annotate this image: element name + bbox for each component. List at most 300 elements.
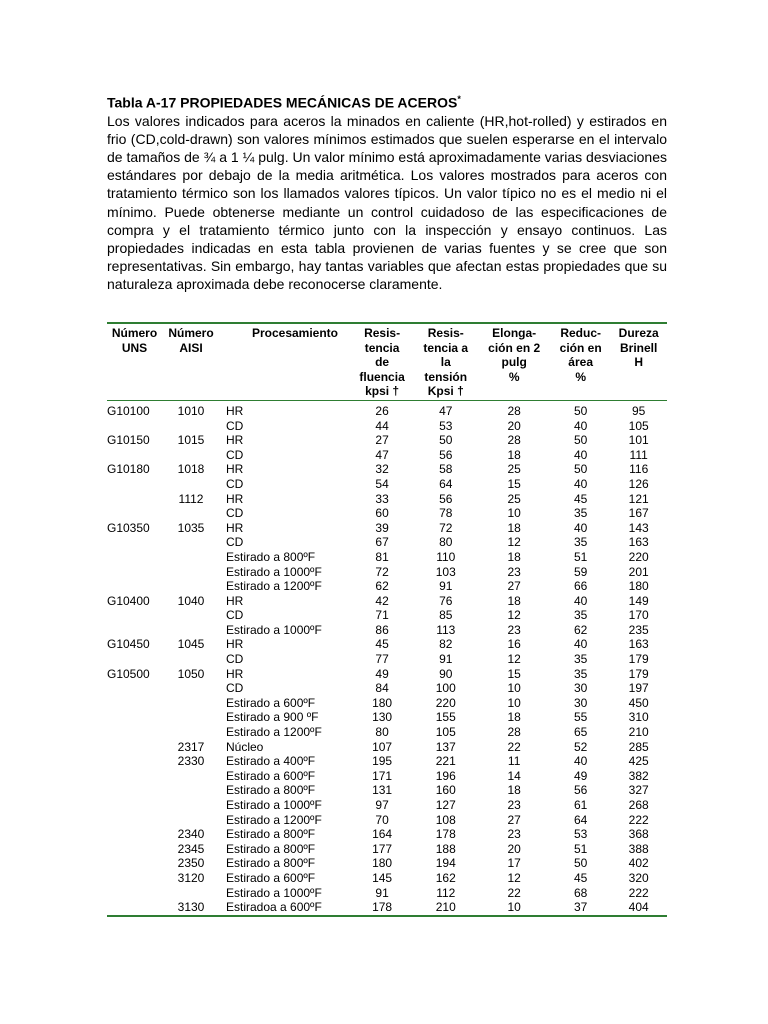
header-yield-strength bbox=[350, 323, 414, 400]
cell-aisi-number: 1112 bbox=[178, 491, 204, 506]
cell-aisi-number bbox=[162, 710, 220, 725]
cell-uns-number bbox=[107, 798, 162, 813]
cell-brinell-hardness: 197 bbox=[628, 681, 649, 696]
cell-uns-number bbox=[107, 535, 162, 550]
cell-elongation: 22 bbox=[507, 885, 521, 900]
cell-tensile-strength: 210 bbox=[435, 900, 456, 915]
cell-tensile-strength: 196 bbox=[435, 768, 456, 783]
cell-tensile-strength: 221 bbox=[435, 754, 456, 769]
cell-brinell-hardness: 425 bbox=[628, 754, 649, 769]
cell-yield-strength: 131 bbox=[372, 783, 393, 798]
cell-processing: Estirado a 800ºF bbox=[226, 549, 316, 564]
cell-brinell-hardness: 220 bbox=[628, 549, 649, 564]
table-row bbox=[107, 506, 667, 521]
cell-area-reduction: 64 bbox=[573, 812, 588, 827]
cell-elongation: 18 bbox=[507, 549, 521, 564]
cell-processing: HR bbox=[226, 593, 244, 608]
table-row bbox=[107, 725, 667, 740]
cell-processing: CD bbox=[226, 535, 244, 550]
cell-tensile-strength: 56 bbox=[439, 491, 453, 506]
cell-processing: HR bbox=[226, 462, 244, 477]
cell-tensile-strength: 50 bbox=[439, 433, 453, 448]
cell-processing: CD bbox=[226, 608, 244, 623]
cell-aisi-number: 2350 bbox=[177, 856, 205, 871]
cell-elongation: 28 bbox=[507, 403, 521, 418]
cell-brinell-hardness: 143 bbox=[628, 520, 649, 535]
cell-yield-strength: 44 bbox=[375, 418, 389, 433]
cell-brinell-hardness: 222 bbox=[628, 885, 649, 900]
cell-yield-strength: 77 bbox=[375, 652, 389, 667]
cell-uns-number bbox=[107, 681, 162, 696]
cell-aisi-number bbox=[162, 623, 220, 638]
cell-brinell-hardness: 163 bbox=[628, 535, 649, 550]
cell-uns-number bbox=[107, 783, 162, 798]
cell-processing: Estirado a 1200ºF bbox=[226, 579, 322, 594]
cell-brinell-hardness: 450 bbox=[628, 695, 649, 710]
cell-elongation: 12 bbox=[507, 870, 521, 885]
table-row bbox=[107, 477, 667, 492]
cell-tensile-strength: 91 bbox=[439, 652, 453, 667]
table-row bbox=[107, 565, 667, 580]
table-header-row bbox=[107, 323, 667, 400]
cell-area-reduction: 30 bbox=[573, 695, 588, 710]
cell-uns-number bbox=[107, 652, 162, 667]
table-row bbox=[107, 448, 667, 463]
cell-yield-strength: 81 bbox=[375, 549, 389, 564]
table-row bbox=[107, 419, 667, 434]
header-line: UNS bbox=[121, 340, 148, 355]
cell-aisi-number: 2340 bbox=[177, 827, 205, 842]
table-row bbox=[107, 813, 667, 828]
cell-processing: Estirado a 400ºF bbox=[226, 754, 316, 769]
table-row bbox=[107, 608, 667, 623]
header-line: Procesamiento bbox=[251, 326, 339, 340]
table-row bbox=[107, 637, 667, 652]
cell-uns-number bbox=[107, 419, 162, 434]
header-line: Elonga- bbox=[492, 326, 537, 340]
cell-aisi-number bbox=[162, 448, 220, 463]
cell-tensile-strength: 220 bbox=[435, 695, 456, 710]
table-row bbox=[107, 740, 667, 755]
cell-uns-number: G10180 bbox=[107, 462, 150, 477]
table-row bbox=[107, 623, 667, 638]
cell-elongation: 28 bbox=[507, 725, 521, 740]
cell-tensile-strength: 137 bbox=[435, 739, 456, 754]
header-line: % bbox=[575, 369, 586, 384]
cell-tensile-strength: 112 bbox=[436, 885, 456, 900]
table-row bbox=[107, 886, 667, 901]
cell-tensile-strength: 178 bbox=[435, 827, 456, 842]
cell-area-reduction: 40 bbox=[573, 476, 588, 491]
cell-processing: Estirado a 1200ºF bbox=[226, 812, 322, 827]
cell-brinell-hardness: 101 bbox=[628, 433, 649, 448]
intro-paragraph: Los valores indicados para aceros la minados en caliente (HR,hot-rolled) y estirados en frio (CD,cold-drawn) son valores mínimos estimados que suelen esperarse en el intervalo de tamaños de ¾ a 1 ¼ pulg. Un valor mínimo está aproximadamente varias desviaciones estándares por debajo de la media aritmética. Los valores mostrados para aceros con tratamiento térmico son los llamados valores típicos. Un valor típico no es el medio ni el mínimo. Puede obtenerse mediante un control cuidadoso de las especificaciones de compra y el tratamiento térmico junto con la inspección y ensayo continuos. Las propiedades indicadas en esta tabla provienen de varias fuentes y se cree que son representativas. Sin embargo, hay tantas variables que afectan estas propiedades que su naturaleza aproximada debe reconocerse claramente. bbox=[107, 112, 667, 293]
cell-brinell-hardness: 310 bbox=[628, 710, 649, 725]
cell-processing: HR bbox=[226, 433, 244, 448]
header-line: Número bbox=[168, 326, 214, 340]
cell-aisi-number: 3120 bbox=[177, 870, 205, 885]
cell-brinell-hardness: 285 bbox=[628, 739, 649, 754]
header-brinell-hardness bbox=[610, 323, 667, 400]
cell-tensile-strength: 76 bbox=[439, 593, 453, 608]
cell-aisi-number: 1040 bbox=[177, 593, 205, 608]
table-row bbox=[107, 827, 667, 842]
cell-yield-strength: 171 bbox=[372, 768, 393, 783]
cell-area-reduction: 50 bbox=[573, 856, 588, 871]
cell-brinell-hardness: 95 bbox=[632, 403, 646, 418]
cell-aisi-number bbox=[162, 725, 220, 740]
cell-area-reduction: 53 bbox=[573, 827, 588, 842]
table-row bbox=[107, 594, 667, 609]
cell-uns-number bbox=[107, 871, 162, 886]
cell-area-reduction: 30 bbox=[573, 681, 588, 696]
cell-tensile-strength: 105 bbox=[435, 725, 456, 740]
cell-brinell-hardness: 116 bbox=[629, 462, 649, 477]
cell-area-reduction: 50 bbox=[573, 433, 588, 448]
cell-elongation: 10 bbox=[507, 900, 521, 915]
cell-uns-number bbox=[107, 827, 162, 842]
table-row bbox=[107, 681, 667, 696]
header-line: de bbox=[375, 355, 390, 370]
properties-table bbox=[107, 322, 667, 917]
cell-tensile-strength: 155 bbox=[435, 710, 456, 725]
cell-tensile-strength: 85 bbox=[439, 608, 453, 623]
cell-aisi-number: 1015 bbox=[177, 433, 205, 448]
cell-tensile-strength: 110 bbox=[436, 549, 456, 564]
cell-tensile-strength: 160 bbox=[435, 783, 456, 798]
cell-yield-strength: 178 bbox=[372, 900, 393, 915]
cell-elongation: 12 bbox=[507, 652, 521, 667]
cell-aisi-number: 2317 bbox=[177, 739, 205, 754]
cell-brinell-hardness: 382 bbox=[628, 768, 649, 783]
cell-yield-strength: 164 bbox=[372, 827, 393, 842]
cell-elongation: 22 bbox=[507, 739, 521, 754]
cell-processing: Estirado a 1000ºF bbox=[226, 798, 322, 812]
cell-tensile-strength: 72 bbox=[439, 520, 453, 535]
cell-processing: Estirado a 900 ºF bbox=[226, 710, 319, 725]
cell-brinell-hardness: 163 bbox=[628, 637, 649, 652]
cell-tensile-strength: 58 bbox=[439, 462, 453, 477]
table-row bbox=[107, 783, 667, 798]
cell-uns-number bbox=[107, 842, 162, 857]
header-tensile-strength bbox=[414, 323, 477, 400]
cell-brinell-hardness: 368 bbox=[628, 827, 649, 842]
cell-elongation: 28 bbox=[507, 433, 521, 448]
table-row bbox=[107, 856, 667, 871]
cell-area-reduction: 50 bbox=[573, 462, 588, 477]
cell-aisi-number bbox=[162, 681, 220, 696]
cell-yield-strength: 84 bbox=[375, 681, 389, 696]
cell-yield-strength: 62 bbox=[375, 579, 389, 594]
cell-yield-strength: 72 bbox=[375, 564, 389, 579]
cell-elongation: 11 bbox=[507, 754, 521, 769]
cell-tensile-strength: 162 bbox=[435, 870, 456, 885]
cell-uns-number bbox=[107, 623, 162, 638]
cell-yield-strength: 54 bbox=[375, 476, 389, 491]
cell-uns-number bbox=[107, 856, 162, 871]
cell-brinell-hardness: 126 bbox=[628, 476, 649, 491]
header-elongation bbox=[477, 323, 551, 400]
cell-brinell-hardness: 268 bbox=[628, 798, 649, 812]
cell-aisi-number bbox=[162, 813, 220, 828]
cell-brinell-hardness: 105 bbox=[628, 418, 649, 433]
cell-elongation: 15 bbox=[507, 476, 521, 491]
header-processing bbox=[220, 323, 350, 400]
cell-aisi-number bbox=[162, 652, 220, 667]
cell-aisi-number bbox=[162, 798, 220, 813]
header-line: AISI bbox=[179, 340, 203, 355]
cell-yield-strength: 180 bbox=[372, 695, 393, 710]
cell-yield-strength: 195 bbox=[372, 754, 393, 769]
cell-elongation: 18 bbox=[507, 447, 521, 462]
table-row bbox=[107, 754, 667, 769]
header-line: área bbox=[568, 355, 593, 370]
cell-elongation: 23 bbox=[507, 798, 521, 812]
cell-aisi-number bbox=[162, 783, 220, 798]
cell-aisi-number: 1035 bbox=[177, 520, 205, 535]
cell-aisi-number: 3130 bbox=[177, 900, 205, 915]
cell-processing: Estirado a 1000ºF bbox=[226, 885, 322, 900]
document-page bbox=[107, 90, 667, 915]
cell-processing: CD bbox=[226, 652, 244, 667]
cell-tensile-strength: 56 bbox=[439, 447, 453, 462]
table-row bbox=[107, 433, 667, 448]
cell-elongation: 18 bbox=[507, 593, 521, 608]
cell-elongation: 17 bbox=[507, 856, 521, 871]
cell-processing: Núcleo bbox=[226, 739, 264, 754]
cell-brinell-hardness: 402 bbox=[628, 856, 649, 871]
cell-area-reduction: 59 bbox=[573, 564, 588, 579]
cell-processing: CD bbox=[226, 506, 244, 521]
cell-tensile-strength: 90 bbox=[439, 666, 453, 681]
cell-area-reduction: 35 bbox=[573, 535, 588, 550]
cell-yield-strength: 47 bbox=[375, 447, 389, 462]
cell-uns-number bbox=[107, 740, 162, 755]
cell-yield-strength: 27 bbox=[375, 433, 389, 448]
cell-processing: HR bbox=[226, 520, 244, 535]
cell-tensile-strength: 47 bbox=[439, 403, 453, 418]
cell-tensile-strength: 80 bbox=[439, 535, 453, 550]
cell-yield-strength: 70 bbox=[375, 812, 389, 827]
cell-yield-strength: 97 bbox=[375, 798, 389, 812]
cell-uns-number bbox=[107, 565, 162, 580]
cell-brinell-hardness: 404 bbox=[628, 900, 649, 915]
cell-uns-number: G10150 bbox=[107, 433, 150, 448]
cell-tensile-strength: 64 bbox=[439, 476, 453, 491]
cell-yield-strength: 130 bbox=[372, 710, 393, 725]
cell-aisi-number bbox=[162, 886, 220, 901]
cell-tensile-strength: 127 bbox=[435, 798, 456, 812]
cell-tensile-strength: 100 bbox=[435, 681, 456, 696]
header-line: Reduc- bbox=[560, 326, 601, 340]
header-line: Resis- bbox=[364, 326, 401, 340]
header-aisi-number bbox=[162, 323, 220, 400]
cell-aisi-number: 2330 bbox=[177, 754, 205, 769]
cell-area-reduction: 68 bbox=[573, 885, 588, 900]
cell-uns-number bbox=[107, 754, 162, 769]
table-row bbox=[107, 842, 667, 857]
cell-brinell-hardness: 180 bbox=[628, 579, 649, 594]
table-row bbox=[107, 535, 667, 550]
cell-elongation: 27 bbox=[507, 579, 521, 594]
header-line: Kpsi † bbox=[427, 384, 464, 399]
cell-elongation: 25 bbox=[507, 462, 521, 477]
cell-elongation: 10 bbox=[507, 681, 521, 696]
cell-elongation: 12 bbox=[507, 608, 521, 623]
cell-brinell-hardness: 388 bbox=[628, 841, 649, 856]
cell-aisi-number: 1010 bbox=[177, 403, 205, 418]
cell-uns-number bbox=[107, 550, 162, 565]
cell-area-reduction: 40 bbox=[573, 637, 588, 652]
cell-aisi-number bbox=[162, 579, 220, 594]
cell-uns-number: G10100 bbox=[107, 403, 150, 418]
cell-tensile-strength: 78 bbox=[439, 506, 453, 521]
cell-elongation: 18 bbox=[507, 520, 521, 535]
table-row bbox=[107, 798, 667, 813]
table-row bbox=[107, 521, 667, 536]
cell-aisi-number: 1018 bbox=[177, 462, 205, 477]
cell-tensile-strength: 82 bbox=[439, 637, 453, 652]
cell-uns-number bbox=[107, 608, 162, 623]
cell-aisi-number bbox=[162, 769, 220, 784]
cell-elongation: 20 bbox=[507, 841, 521, 856]
header-line: tencia a bbox=[423, 340, 469, 355]
cell-processing: Estirado a 800ºF bbox=[226, 783, 316, 798]
cell-processing: Estirado a 1000ºF bbox=[226, 564, 322, 579]
cell-aisi-number bbox=[162, 535, 220, 550]
header-line: la bbox=[440, 355, 451, 370]
cell-area-reduction: 35 bbox=[573, 652, 588, 667]
cell-yield-strength: 60 bbox=[375, 506, 389, 521]
cell-brinell-hardness: 121 bbox=[628, 491, 649, 506]
cell-aisi-number: 1050 bbox=[177, 666, 205, 681]
header-line: Brinell bbox=[620, 340, 658, 355]
cell-elongation: 10 bbox=[507, 506, 521, 521]
cell-processing: CD bbox=[226, 447, 244, 462]
cell-area-reduction: 35 bbox=[573, 666, 588, 681]
cell-brinell-hardness: 210 bbox=[628, 725, 649, 740]
cell-processing: Estiradoa a 600ºF bbox=[226, 900, 322, 915]
cell-processing: CD bbox=[226, 418, 244, 433]
cell-processing: HR bbox=[226, 666, 244, 681]
header-line: tensión bbox=[424, 369, 468, 384]
cell-aisi-number: 2345 bbox=[177, 841, 205, 856]
cell-area-reduction: 40 bbox=[573, 754, 588, 769]
cell-brinell-hardness: 170 bbox=[628, 608, 649, 623]
cell-area-reduction: 66 bbox=[573, 579, 588, 594]
cell-area-reduction: 49 bbox=[573, 768, 588, 783]
cell-yield-strength: 145 bbox=[372, 870, 393, 885]
cell-elongation: 18 bbox=[507, 783, 521, 798]
cell-yield-strength: 86 bbox=[375, 622, 389, 637]
cell-uns-number: G10350 bbox=[107, 520, 150, 535]
cell-yield-strength: 67 bbox=[375, 535, 389, 550]
table-row bbox=[107, 492, 667, 507]
cell-area-reduction: 40 bbox=[573, 593, 588, 608]
cell-elongation: 25 bbox=[507, 491, 521, 506]
cell-aisi-number bbox=[162, 419, 220, 434]
cell-area-reduction: 37 bbox=[573, 900, 588, 915]
cell-uns-number bbox=[107, 886, 162, 901]
cell-elongation: 18 bbox=[507, 710, 521, 725]
cell-uns-number bbox=[107, 813, 162, 828]
cell-brinell-hardness: 327 bbox=[628, 783, 649, 798]
cell-yield-strength: 39 bbox=[375, 520, 389, 535]
cell-aisi-number bbox=[162, 506, 220, 521]
header-uns-number bbox=[107, 323, 162, 400]
cell-tensile-strength: 91 bbox=[439, 579, 453, 594]
table-row bbox=[107, 900, 667, 916]
cell-area-reduction: 35 bbox=[573, 506, 588, 521]
cell-tensile-strength: 113 bbox=[436, 622, 456, 637]
cell-area-reduction: 52 bbox=[573, 739, 588, 754]
header-line: kpsi † bbox=[365, 384, 400, 399]
cell-processing: Estirado a 800ºF bbox=[226, 856, 316, 871]
header-area-reduction bbox=[551, 323, 610, 400]
table-title: Tabla A-17 PROPIEDADES MECÁNICAS DE ACEROS* bbox=[107, 94, 461, 111]
cell-uns-number bbox=[107, 769, 162, 784]
cell-uns-number bbox=[107, 579, 162, 594]
cell-uns-number bbox=[107, 725, 162, 740]
cell-uns-number bbox=[107, 900, 162, 916]
header-line: Dureza bbox=[618, 326, 659, 340]
cell-uns-number bbox=[107, 448, 162, 463]
table-row bbox=[107, 871, 667, 886]
header-line: Número bbox=[111, 326, 158, 340]
cell-aisi-number bbox=[162, 696, 220, 711]
cell-area-reduction: 35 bbox=[573, 608, 588, 623]
cell-yield-strength: 33 bbox=[375, 491, 389, 506]
cell-processing: Estirado a 600ºF bbox=[226, 870, 316, 885]
cell-yield-strength: 32 bbox=[375, 462, 389, 477]
table-row bbox=[107, 667, 667, 682]
table-row bbox=[107, 696, 667, 711]
cell-elongation: 23 bbox=[507, 622, 521, 637]
cell-aisi-number: 1045 bbox=[177, 637, 205, 652]
cell-area-reduction: 61 bbox=[573, 798, 588, 812]
cell-elongation: 16 bbox=[507, 637, 521, 652]
header-line: pulg bbox=[501, 355, 527, 370]
cell-brinell-hardness: 167 bbox=[628, 506, 649, 521]
cell-brinell-hardness: 111 bbox=[629, 447, 648, 462]
cell-brinell-hardness: 179 bbox=[628, 652, 649, 667]
cell-processing: Estirado a 1200ºF bbox=[226, 725, 322, 740]
cell-yield-strength: 80 bbox=[375, 725, 389, 740]
header-line: H bbox=[634, 355, 644, 370]
cell-area-reduction: 56 bbox=[573, 783, 588, 798]
cell-uns-number bbox=[107, 506, 162, 521]
table-row bbox=[107, 400, 667, 418]
table-row bbox=[107, 579, 667, 594]
cell-brinell-hardness: 179 bbox=[628, 666, 649, 681]
cell-area-reduction: 40 bbox=[573, 418, 588, 433]
cell-elongation: 20 bbox=[507, 418, 521, 433]
cell-processing: Estirado a 800ºF bbox=[226, 841, 316, 856]
cell-yield-strength: 107 bbox=[372, 739, 393, 754]
table-row bbox=[107, 462, 667, 477]
cell-yield-strength: 45 bbox=[375, 637, 389, 652]
cell-uns-number: G10400 bbox=[107, 593, 150, 608]
table-body bbox=[107, 400, 667, 915]
cell-processing: Estirado a 600ºF bbox=[226, 695, 316, 710]
cell-tensile-strength: 108 bbox=[435, 812, 456, 827]
cell-processing: CD bbox=[226, 681, 244, 696]
title-footnote-mark: * bbox=[457, 94, 461, 104]
header-line: tencia bbox=[364, 340, 400, 355]
cell-aisi-number bbox=[162, 550, 220, 565]
cell-tensile-strength: 53 bbox=[439, 418, 453, 433]
cell-processing: Estirado a 1000ºF bbox=[226, 622, 322, 637]
